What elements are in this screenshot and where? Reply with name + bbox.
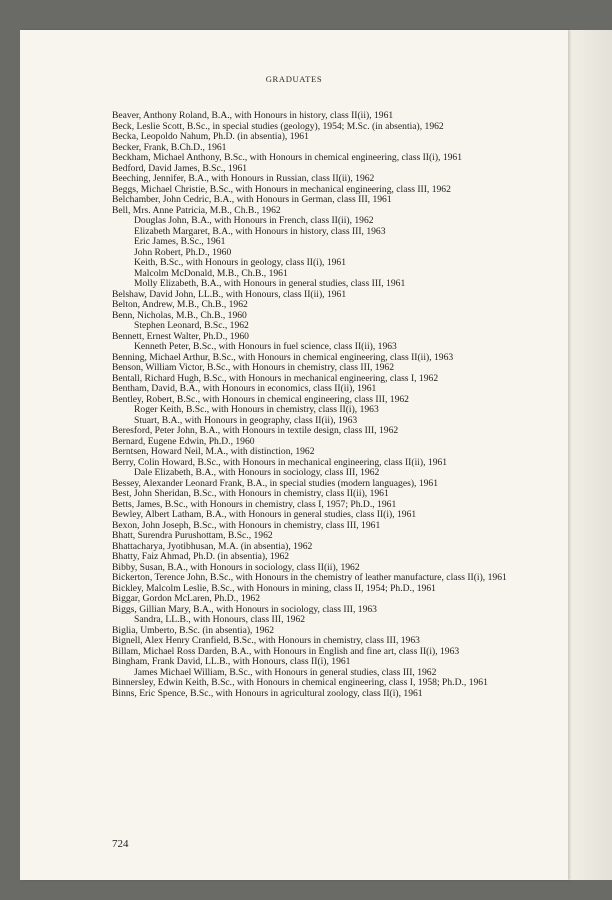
list-item: Benson, William Victor, B.Sc., with Honours in chemistry, class III, 1962 <box>112 362 394 373</box>
running-header: GRADUATES <box>265 74 323 84</box>
list-item: Berry, Colin Howard, B.Sc., with Honours in mechanical engineering, class II(ii), 1961 <box>112 456 448 468</box>
list-item: Belshaw, David John, LL.B., with Honours, class II(ii), 1961 <box>112 288 347 300</box>
list-item: Bibby, Susan, B.A., with Honours in sociology, class II(ii), 1962 <box>112 561 360 573</box>
list-item-sub: Elizabeth Margaret, B.A., with Honours in history, class III, 1963 <box>134 225 386 237</box>
list-item: Bingham, Frank David, LL.B., with Honours, class II(i), 1961 <box>112 656 351 667</box>
adjacent-page-edge <box>568 30 612 880</box>
list-item: Benn, Nicholas, M.B., Ch.B., 1960 <box>112 309 247 321</box>
list-item: Binnersley, Edwin Keith, B.Sc., with Honours in chemical engineering, class I, 1958; Ph.D., 1961 <box>112 677 488 688</box>
list-item: Biggar, Gordon McLaren, Ph.D., 1962 <box>112 593 261 604</box>
document-page <box>20 30 568 880</box>
list-item: Bedford, David James, B.Sc., 1961 <box>112 162 248 174</box>
list-item-sub: Dale Elizabeth, B.A., with Honours in sociology, class III, 1962 <box>134 467 380 478</box>
list-item: Berntsen, Howard Neil, M.A., with distinction, 1962 <box>112 446 315 457</box>
list-item: Beck, Leslie Scott, B.Sc., in special studies (geology), 1954; M.Sc. (in absentia), 1962 <box>112 120 444 132</box>
list-item-sub: Sandra, LL.B., with Honours, class III, 1962 <box>134 614 306 625</box>
list-item: Bickerton, Terence John, B.Sc., with Honours in the chemistry of leather manufacture, class II(i), 1961 <box>112 572 507 583</box>
list-item: Beeching, Jennifer, B.A., with Honours in Russian, class II(ii), 1962 <box>112 173 375 184</box>
list-item: Benning, Michael Arthur, B.Sc., with Honours in chemical engineering, class II(ii), 1963 <box>112 351 454 363</box>
list-item: Billam, Michael Ross Darden, B.A., with Honours in English and fine art, class II(i), 1963 <box>112 645 460 657</box>
list-item-sub: Malcolm McDonald, M.B., Ch.B., 1961 <box>134 267 288 279</box>
list-item: Bexon, John Joseph, B.Sc., with Honours in chemistry, class III, 1961 <box>112 519 381 531</box>
list-item: Becka, Leopoldo Nahum, Ph.D. (in absentia), 1961 <box>112 131 309 142</box>
graduate-list <box>112 111 544 699</box>
list-item: Becker, Frank, B.Ch.D., 1961 <box>112 141 227 153</box>
list-item: Betts, James, B.Sc., with Honours in chemistry, class I, 1957; Ph.D., 1961 <box>112 498 397 510</box>
list-item: Binns, Eric Spence, B.Sc., with Honours in agricultural zoology, class II(i), 1961 <box>112 687 423 699</box>
list-item-sub: Kenneth Peter, B.Sc., with Honours in fuel science, class II(ii), 1963 <box>134 341 397 352</box>
list-item: Beggs, Michael Christie, B.Sc., with Honours in mechanical engineering, class III, 1962 <box>112 183 451 195</box>
list-item: Beresford, Peter John, B.A., with Honours in textile design, class III, 1962 <box>112 425 399 436</box>
list-item: Beaver, Anthony Roland, B.A., with Honours in history, class II(ii), 1961 <box>112 110 394 121</box>
list-item: Bewley, Albert Latham, B.A., with Honours in general studies, class II(i), 1961 <box>112 509 417 520</box>
list-item: Bhatty, Faiz Ahmad, Ph.D. (in absentia), 1962 <box>112 551 290 562</box>
list-item: Best, John Sheridan, B.Sc., with Honours in chemistry, class II(ii), 1961 <box>112 488 389 499</box>
list-item-sub: Keith, B.Sc., with Honours in geology, class II(i), 1961 <box>134 257 347 268</box>
list-item-sub: Stuart, B.A., with Honours in geography, class II(ii), 1963 <box>134 414 358 426</box>
list-item: Bernard, Eugene Edwin, Ph.D., 1960 <box>112 435 255 447</box>
list-item: Biglia, Umberto, B.Sc. (in absentia), 1962 <box>112 624 275 636</box>
list-item: Belton, Andrew, M.B., Ch.B., 1962 <box>112 299 248 310</box>
page-number: 724 <box>112 838 129 850</box>
list-item: Bell, Mrs. Anne Patricia, M.B., Ch.B., 1962 <box>112 204 281 216</box>
list-item-sub: James Michael William, B.Sc., with Honours in general studies, class III, 1962 <box>134 666 437 678</box>
list-item: Bentley, Robert, B.Sc., with Honours in chemical engineering, class III, 1962 <box>112 393 409 405</box>
list-item: Beckham, Michael Anthony, B.Sc., with Honours in chemical engineering, class II(i), 1961 <box>112 152 463 163</box>
list-item: Belchamber, John Cedric, B.A., with Honours in German, class III, 1961 <box>112 194 392 205</box>
list-item: Bentham, David, B.A., with Honours in economics, class II(ii), 1961 <box>112 383 377 394</box>
list-item: Bhattacharya, Jyotibhusan, M.A. (in absentia), 1962 <box>112 540 313 552</box>
list-item: Bhatt, Surendra Purushottam, B.Sc., 1962 <box>112 530 273 541</box>
list-item: Bennett, Ernest Walter, Ph.D., 1960 <box>112 330 249 342</box>
list-item-sub: Molly Elizabeth, B.A., with Honours in general studies, class III, 1961 <box>134 278 406 289</box>
list-item-sub: Stephen Leonard, B.Sc., 1962 <box>134 320 249 331</box>
list-item-sub: Douglas John, B.A., with Honours in French, class II(ii), 1962 <box>134 215 374 226</box>
list-item: Bickley, Malcolm Leslie, B.Sc., with Honours in mining, class II, 1954; Ph.D., 1961 <box>112 582 436 594</box>
list-item: Bentall, Richard Hugh, B.Sc., with Honours in mechanical engineering, class I, 1962 <box>112 372 439 384</box>
list-item: Bessey, Alexander Leonard Frank, B.A., in special studies (modern languages), 1961 <box>112 477 439 489</box>
list-item-sub: Eric James, B.Sc., 1961 <box>134 236 226 247</box>
list-item: Bignell, Alex Henry Cranfield, B.Sc., with Honours in chemistry, class III, 1963 <box>112 635 420 646</box>
list-item-sub: John Robert, Ph.D., 1960 <box>134 246 232 258</box>
list-item: Biggs, Gillian Mary, B.A., with Honours in sociology, class III, 1963 <box>112 603 377 615</box>
list-item-sub: Roger Keith, B.Sc., with Honours in chemistry, class II(i), 1963 <box>134 404 379 415</box>
